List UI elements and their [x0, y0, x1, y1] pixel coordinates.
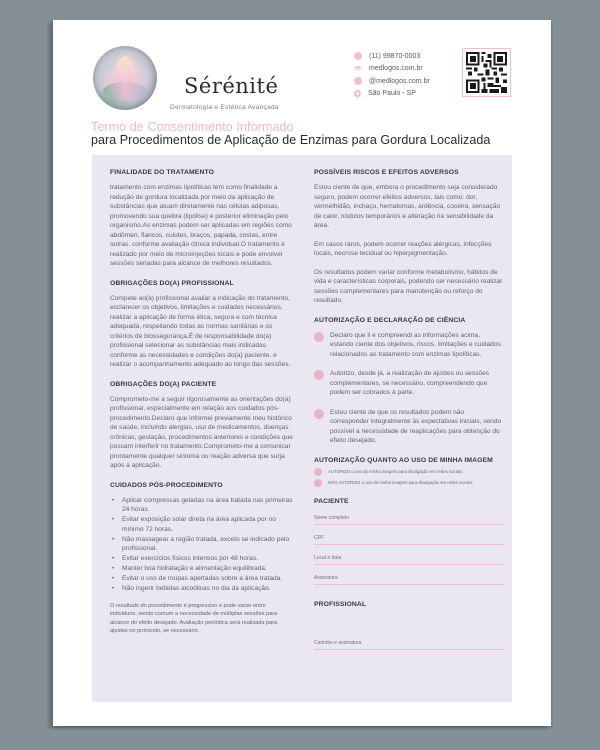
list-item: • Não massagear a região tratada, exceto se indicado pelo profissional.	[110, 535, 294, 554]
contact-list	[354, 50, 430, 100]
list-item: • Não ingerir bebidas alcoólicas no dia da aplicação.	[110, 584, 294, 594]
section-cuidados	[110, 482, 294, 636]
wifi-icon	[354, 66, 362, 72]
section-title: AUTORIZAÇÃO QUANTO AO USO DE MINHA IMAGEM	[314, 456, 493, 464]
section-riscos	[314, 169, 504, 306]
phone-icon	[354, 52, 362, 60]
section-finalidade	[110, 169, 294, 269]
field-label: Assinatura	[314, 574, 338, 581]
radio-circle[interactable]	[314, 468, 322, 476]
brand-logo	[93, 46, 157, 110]
declaration-item[interactable]	[314, 408, 504, 446]
website-text: medlogos.com.br	[369, 65, 423, 73]
section-obrigacoes-profissional	[110, 280, 294, 370]
field-label: CPF	[314, 534, 324, 541]
declaration-text: Declaro que li e compreendi as informações acima, estando ciente dos objetivos, riscos, limitações e cuidados relacionados ao tratamento com enzimas lipolíticas.	[330, 331, 501, 358]
contact-instagram	[354, 75, 430, 88]
section-title: OBRIGAÇÕES DO(A) PROFISSIONAL	[110, 279, 234, 287]
location-text: São Paulo - SP	[368, 90, 416, 98]
section-title: POSSÍVEIS RISCOS E EFEITOS ADVERSOS	[314, 169, 459, 176]
contact-location	[354, 88, 430, 101]
section-autorizacao	[314, 317, 504, 446]
option-text: AUTORIZO o uso da minha imagem para divulgação em redes sociais.	[328, 469, 464, 474]
section-text: Compete ao(à) profissional avaliar a indicação do tratamento, esclarecer os objetivos, limitações e cuidados necessários, realizar a aplicação de forma ética, segura e com técnica adequada, respeitando todas as normas sanitárias e os critérios de biossegurança.É de responsabilidade do(a) profissional selecionar as substâncias mais indicadas conforme as necessidades e condições do(a) paciente, e realizar o acompanhamento adequado ao longo das sessões.	[110, 294, 291, 368]
section-title: OBRIGAÇÕES DO(A) PACIENTE	[110, 380, 217, 388]
contact-phone	[354, 50, 430, 63]
section-title: PROFISSIONAL	[314, 600, 367, 608]
checkbox-circle[interactable]	[314, 370, 324, 380]
section-obrigacoes-paciente	[110, 381, 294, 471]
patient-cpf-field[interactable]	[314, 525, 504, 545]
list-item: • Aplicar compressas geladas na área tratada nas primeiras 24 horas.	[110, 496, 294, 515]
content-panel	[92, 155, 512, 702]
radio-circle[interactable]	[314, 479, 322, 487]
result-note: O resultado do procedimento é progressivo e pode variar entre indivíduos, sendo comum a necessidade de múltiplas sessões para alcance do efeito desejado. Avaliação periódica será realizada para ajustes no protocolo, se necessário.	[110, 602, 278, 635]
right-column	[314, 169, 504, 661]
section-imagem	[314, 457, 504, 487]
list-item: • Evitar exposição solar direta na área aplicada por no mínimo 72 horas.	[110, 515, 294, 534]
declaration-text: Estou ciente de que os resultados podem não corresponder integralmente às expectativas iniciais, sendo possível a necessidade de reaplicações para obtenção do efeito desejado.	[330, 408, 502, 444]
section-paciente	[314, 498, 504, 585]
declaration-item[interactable]	[314, 331, 504, 360]
section-text: Os resultados podem variar conforme metabolismo, hábitos de vida e características corporais, podendo ser necessário realizar sessões complementares para manutenção ou reforço do resultado.	[314, 268, 503, 304]
contact-website	[354, 63, 430, 76]
declaration-text: Autorizo, desde já, a realização de ajustes ou sessões complementares, se necessário, compreendendo que podem ser cobrados à parte.	[330, 370, 490, 396]
section-text: Comprometo-me a seguir rigorosamente as orientações do(a) profissional, especialmente em relação aos cuidados pós-procedimento.Declaro que informei previamente meu histórico de saúde, incluindo alergias, uso de medicamentos, doenças crônicas, gestação, procedimentos anteriores e condições que possam interferir no tratamento.Comprometo-me a comunicar prontamente qualquer sintoma ou reação adversa que surja após a aplicação.	[110, 395, 293, 469]
section-title: FINALIDADE DO TRATAMENTO	[110, 169, 214, 176]
option-text: NÃO AUTORIZO o uso da minha imagem para divulgação em redes sociais.	[328, 480, 474, 485]
brand-name: Sérénité	[184, 74, 279, 98]
section-text: Em casos raros, podem ocorrer reações alérgicas, infecções locais, necrose tecidual ou hiperpigmentação.	[314, 240, 492, 257]
qr-code	[462, 48, 511, 97]
document-subtitle: para Procedimentos de Aplicação de Enzimas para Gordura Localizada	[91, 133, 491, 147]
checkbox-circle[interactable]	[314, 332, 324, 342]
qr-code-icon	[466, 52, 507, 93]
instagram-icon	[354, 77, 362, 85]
section-text: Estou ciente de que, embora o procedimento seja considerado seguro, podem ocorrer efeitos adversos, tais como: dor, vermelhidão, inchaço, hematomas, ardência, coceira, sensação de calor, nódulos temporários e alteração na sensibilidade da área.	[314, 184, 501, 229]
consent-form-page	[53, 20, 551, 726]
section-title: PACIENTE	[314, 497, 349, 505]
field-label: Nome completo	[314, 514, 350, 521]
field-label: Local e data	[314, 554, 342, 561]
professional-stamp-signature-field[interactable]	[314, 608, 504, 650]
patient-place-date-field[interactable]	[314, 545, 504, 565]
section-title: CUIDADOS PÓS-PROCEDIMENTO	[110, 481, 223, 489]
patient-name-field[interactable]	[314, 505, 504, 525]
field-label: Carimbo e assinatura	[314, 639, 362, 646]
section-text: tratamento com enzimas lipolíticas tem como finalidade a redução de gordura localizada por meio da aplicação de substâncias que atuam diretamente nas células adiposas, promovendo sua quebra (lipólise) e posterior eliminação pelo organismo.As enzimas podem ser aplicadas em regiões como abdômen, flancos, culotes, braços, papada, costas, entre outras, conforme avaliação clínica individual.O tratamento é realizado por meio de microinjeções locais e pode envolver sessões seriadas para alcance de melhores resultados.	[110, 184, 292, 267]
list-item: • Evitar exercícios físicos intensos por 48 horas.	[110, 554, 294, 564]
document-title: Termo de Consentimento Informado	[91, 120, 294, 134]
section-title: AUTORIZAÇÃO E DECLARAÇÃO DE CIÊNCIA	[314, 316, 466, 324]
instagram-text: @medlogos.com.br	[369, 77, 430, 85]
patient-signature-field[interactable]	[314, 565, 504, 585]
checkbox-circle[interactable]	[314, 409, 324, 419]
brand-tagline: Dermatologia e Estética Avançada	[170, 104, 279, 111]
list-item: • Evitar o uso de roupas apertadas sobre a área tratada.	[110, 574, 294, 584]
lotus-flower-logo-icon	[93, 46, 157, 110]
section-profissional	[314, 601, 504, 650]
image-option-deny[interactable]	[314, 479, 504, 487]
declaration-item[interactable]	[314, 369, 504, 398]
list-item: • Manter boa hidratação e alimentação equilibrada.	[110, 564, 294, 574]
image-option-authorize[interactable]	[314, 468, 504, 476]
location-pin-icon	[353, 89, 363, 99]
phone-text: (11) 99870-0003	[369, 52, 421, 60]
care-list	[110, 496, 294, 594]
left-column	[110, 169, 294, 647]
